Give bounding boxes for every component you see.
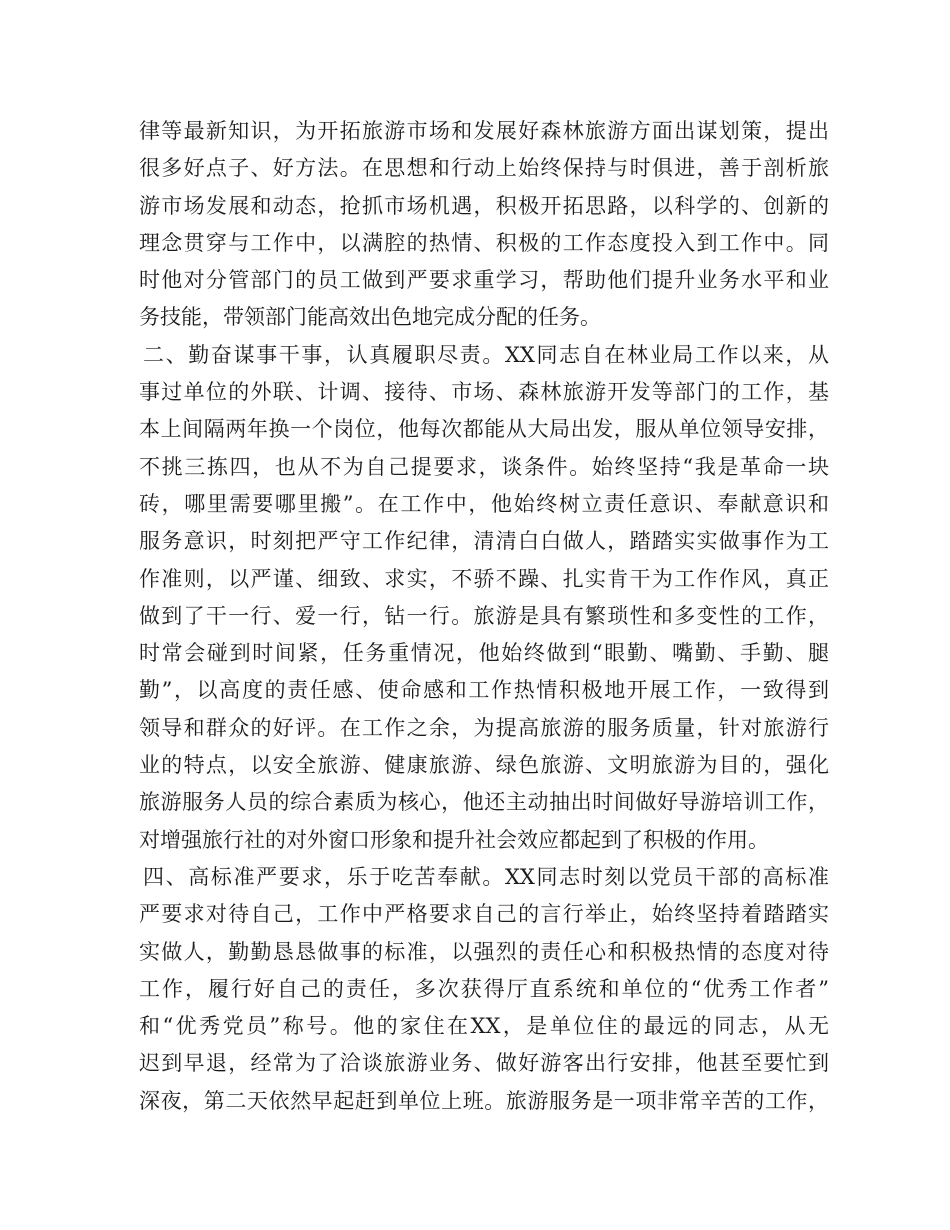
text-line: 时常会碰到时间紧，任务重情况，他始终做到“眼勤、嘴勤、手勤、腿 <box>139 641 829 666</box>
text-line: 领导和群众的好评。在工作之余，为提高旅游的服务质量，针对旅游行 <box>139 715 829 740</box>
text-line: 律等最新知识，为开拓旅游市场和发展好森林旅游方面出谋划策，提出 <box>139 119 829 143</box>
text-line: 砖，哪里需要哪里搬”。在工作中，他始终树立责任意识、奉献意识和 <box>139 491 829 516</box>
text-line: 迟到早退，经常为了洽谈旅游业务、做好游客出行安排，他甚至要忙到 <box>139 1051 829 1076</box>
text-line: 对增强旅行社的对外窗口形象和提升社会效应都起到了积极的作用。 <box>139 827 769 852</box>
document-body <box>139 113 829 1120</box>
text-line: 理念贯穿与工作中，以满腔的热情、积极的工作态度投入到工作中。同 <box>139 230 829 255</box>
text-line: 和“优秀党员”称号。他的家住在XX，是单位住的最远的同志，从无 <box>139 1014 829 1039</box>
text-line: 工作，履行好自己的责任，多次获得厅直系统和单位的“优秀工作者” <box>139 976 829 1001</box>
text-line: 做到了干一行、爱一行，钻一行。旅游是具有繁琐性和多变性的工作， <box>139 603 829 628</box>
text-line: 服务意识，时刻把严守工作纪律，清清白白做人，踏踏实实做事作为工 <box>139 529 829 554</box>
text-line: 勤”，以高度的责任感、使命感和工作热情积极地开展工作，一致得到 <box>139 678 829 703</box>
text-line: 很多好点子、好方法。在思想和行动上始终保持与时俱进，善于剖析旅 <box>139 156 829 181</box>
text-line: 务技能，带领部门能高效出色地完成分配的任务。 <box>139 305 601 330</box>
text-line: 深夜，第二天依然早起赶到单位上班。旅游服务是一项非常辛苦的工作， <box>139 1088 829 1113</box>
text-line: 旅游服务人员的综合素质为核心，他还主动抽出时间做好导游培训工作， <box>139 790 829 815</box>
section-heading-line: 四、高标准严要求，乐于吃苦奉献。XX同志时刻以党员干部的高标准 <box>143 864 829 889</box>
text-line: 游市场发展和动态，抢抓市场机遇，积极开拓思路，以科学的、创新的 <box>139 193 829 218</box>
text-line: 业的特点，以安全旅游、健康旅游、绿色旅游、文明旅游为目的，强化 <box>139 753 829 778</box>
text-line: 实做人，勤勤恳恳做事的标准，以强烈的责任心和积极热情的态度对待 <box>139 939 829 964</box>
text-line: 严要求对待自己，工作中严格要求自己的言行举止，始终坚持着踏踏实 <box>139 902 829 927</box>
text-line: 时他对分管部门的员工做到严要求重学习，帮助他们提升业务水平和业 <box>139 268 829 293</box>
section-heading-line: 二、勤奋谋事干事，认真履职尽责。XX同志自在林业局工作以来，从 <box>143 342 829 367</box>
text-line: 作准则，以严谨、细致、求实，不骄不躁、扎实肯干为工作作风，真正 <box>139 566 829 591</box>
text-line: 本上间隔两年换一个岗位，他每次都能从大局出发，服从单位领导安排， <box>139 417 829 442</box>
text-line: 不挑三拣四，也从不为自己提要求，谈条件。始终坚持“我是革命一块 <box>139 454 829 479</box>
text-line: 事过单位的外联、计调、接待、市场、森林旅游开发等部门的工作，基 <box>139 380 829 405</box>
